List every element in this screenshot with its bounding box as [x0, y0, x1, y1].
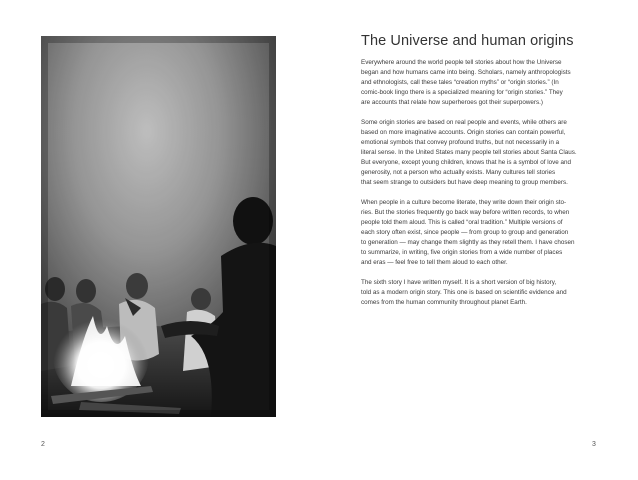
text-line: emotional symbols that convey profound truths, but not necessarily in a — [361, 139, 560, 146]
paragraph — [361, 118, 607, 188]
text-line: comic-book lingo there is a specialized meaning for “origin stories.” They — [361, 89, 563, 96]
text-line: Some origin stories are based on real people and events, while others are — [361, 119, 567, 126]
page-number-left: 2 — [41, 441, 45, 448]
paragraph — [361, 58, 607, 108]
text-line: Everywhere around the world people tell stories about how the Universe — [361, 59, 562, 66]
campfire-photo — [41, 36, 276, 417]
text-line: are accounts that relate how superheroes got their superpowers.) — [361, 99, 544, 106]
text-line: The sixth story I have written myself. It is a short version of big history, — [361, 279, 557, 286]
text-line: people told them aloud. This is called “oral tradition.” Multiple versions of — [361, 219, 563, 226]
text-line: literal sense. In the United States many people tell stories about Santa Claus. — [361, 149, 577, 156]
text-line: But everyone, except young children, knows that he is a symbol of love and — [361, 159, 572, 166]
text-line: told as a modern origin story. This one is based on scientific evidence and — [361, 289, 567, 296]
paragraph — [361, 278, 607, 308]
text-line: and eras — feel free to tell them aloud to each other. — [361, 259, 508, 266]
text-line: to summarize, in writing, five origin stories from a wide number of places — [361, 249, 563, 256]
page-number-right: 3 — [592, 441, 596, 448]
text-line: comes from the human community throughout planet Earth. — [361, 299, 527, 306]
text-line: When people in a culture become literate, they write down their origin sto- — [361, 199, 567, 206]
text-line: to generation — may change them slightly as they retell them. I have chosen — [361, 239, 575, 246]
campfire-children-photo-icon — [41, 36, 276, 417]
body-text — [361, 58, 607, 318]
text-line: generosity, not a person who actually exists. Many cultures tell stories — [361, 169, 556, 176]
text-line: that seem strange to outsiders but have deep meaning to group members. — [361, 179, 568, 186]
text-line: and ethnologists, call these tales “creation myths” or “origin stories.” (In — [361, 79, 559, 86]
paragraph — [361, 198, 607, 268]
text-line: based on more imaginative accounts. Origin stories can contain powerful, — [361, 129, 566, 136]
text-line: began and how humans came into being. Scholars, namely anthropologists — [361, 69, 571, 76]
page-title: The Universe and human origins — [361, 33, 574, 49]
text-line: each story often exist, since people — from group to group and generation — [361, 229, 569, 236]
text-line: ries. But the stories frequently go back way before written records, to when — [361, 209, 570, 216]
